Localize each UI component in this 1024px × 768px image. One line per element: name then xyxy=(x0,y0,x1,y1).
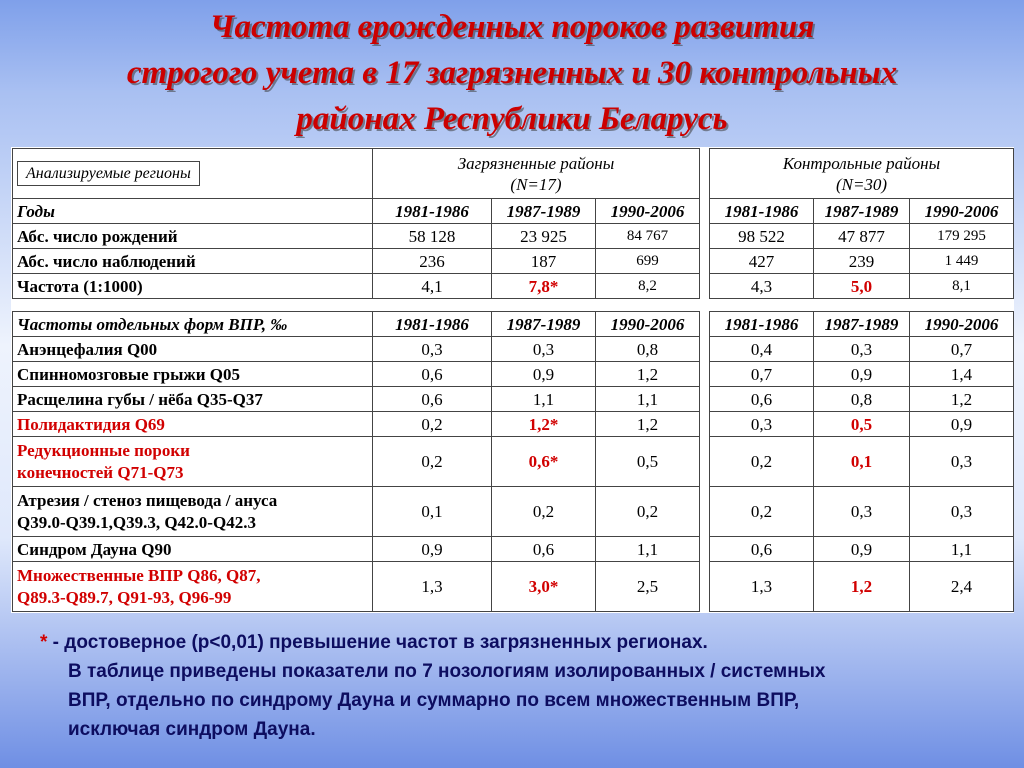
table-cell-significant: 0,6* xyxy=(492,437,596,487)
title-line-2: строгого учета в 17 загрязненных и 30 контрольных xyxy=(126,55,898,91)
row-label: Атрезия / стеноз пищевода / ануса Q39.0-Q39.1,Q39.3, Q42.0-Q42.3 xyxy=(13,487,373,537)
table-cell-highlight: 5,0 xyxy=(814,274,910,299)
table-cell: 0,7 xyxy=(910,337,1014,362)
table-cell: 0,9 xyxy=(814,362,910,387)
table-cell: 0,4 xyxy=(710,337,814,362)
table-cell: 1,1 xyxy=(492,387,596,412)
footnote-line-2: В таблице приведены показатели по 7 нозологиям изолированных / системных xyxy=(68,661,826,682)
row-label: Синдром Дауна Q90 xyxy=(13,537,373,562)
table-cell: 187 xyxy=(492,249,596,274)
table-cell: 0,7 xyxy=(710,362,814,387)
table-cell: 1,1 xyxy=(910,537,1014,562)
summary-table xyxy=(12,148,1014,299)
table-cell: 0,2 xyxy=(373,437,492,487)
control-header xyxy=(710,149,1014,199)
table-cell-highlight: 0,5 xyxy=(814,412,910,437)
table-cell: 0,3 xyxy=(910,487,1014,537)
polluted-year: 1990-2006 xyxy=(596,312,700,337)
table-cell-highlight: 1,2 xyxy=(814,562,910,612)
table-cell: 84 767 xyxy=(596,224,700,249)
table-cell: 699 xyxy=(596,249,700,274)
table-cell-significant: 1,2* xyxy=(492,412,596,437)
table-row xyxy=(13,412,1014,437)
table-cell: 0,3 xyxy=(492,337,596,362)
table-cell: 0,1 xyxy=(373,487,492,537)
row-label: Абс. число наблюдений xyxy=(13,249,373,274)
table-cell: 1,2 xyxy=(910,387,1014,412)
table-cell: 1,3 xyxy=(710,562,814,612)
table-cell: 0,9 xyxy=(373,537,492,562)
table-cell: 179 295 xyxy=(910,224,1014,249)
table-cell: 236 xyxy=(373,249,492,274)
row-label: Расщелина губы / нёба Q35-Q37 xyxy=(13,387,373,412)
table-cell: 1,3 xyxy=(373,562,492,612)
table-row xyxy=(13,562,1014,612)
table-cell: 47 877 xyxy=(814,224,910,249)
table-cell: 0,3 xyxy=(910,437,1014,487)
row-label-highlight: Множественные ВПР Q86, Q87, Q89.3-Q89.7, Q91-93, Q96-99 xyxy=(13,562,373,612)
control-year: 1981-1986 xyxy=(710,199,814,224)
polluted-year: 1981-1986 xyxy=(373,312,492,337)
polluted-title: Загрязненные районы xyxy=(457,153,615,173)
row-label: Абс. число рождений xyxy=(13,224,373,249)
table-cell: 0,6 xyxy=(492,537,596,562)
table-cell: 239 xyxy=(814,249,910,274)
table-cell: 0,3 xyxy=(373,337,492,362)
row-label-highlight: Редукционные пороки конечностей Q71-Q73 xyxy=(13,437,373,487)
table-cell: 0,6 xyxy=(373,362,492,387)
forms-header-row xyxy=(13,312,1014,337)
years-row xyxy=(13,199,1014,224)
polluted-year: 1987-1989 xyxy=(492,312,596,337)
table-cell: 0,2 xyxy=(710,437,814,487)
table-row xyxy=(13,487,1014,537)
table-row xyxy=(13,387,1014,412)
polluted-header xyxy=(373,149,700,199)
table-cell: 427 xyxy=(710,249,814,274)
table-cell: 0,8 xyxy=(596,337,700,362)
polluted-year: 1990-2006 xyxy=(596,199,700,224)
table-cell: 4,3 xyxy=(710,274,814,299)
table-cell: 0,3 xyxy=(814,337,910,362)
polluted-year: 1987-1989 xyxy=(492,199,596,224)
table-cell: 0,9 xyxy=(492,362,596,387)
table-cell: 0,3 xyxy=(710,412,814,437)
region-label: Анализируемые регионы xyxy=(17,161,200,186)
table-cell: 0,9 xyxy=(814,537,910,562)
table-cell: 1,1 xyxy=(596,537,700,562)
control-n: (N=30) xyxy=(835,174,888,194)
control-year: 1987-1989 xyxy=(814,199,910,224)
row-label: Частота (1:1000) xyxy=(13,274,373,299)
footnote xyxy=(40,628,1010,744)
table-cell: 0,9 xyxy=(910,412,1014,437)
row-label: Спинномозговые грыжи Q05 xyxy=(13,362,373,387)
table-row xyxy=(13,537,1014,562)
polluted-year: 1981-1986 xyxy=(373,199,492,224)
table-row xyxy=(13,337,1014,362)
table-cell: 8,1 xyxy=(910,274,1014,299)
row-label-highlight: Полидактидия Q69 xyxy=(13,412,373,437)
title-line-1: Частота врожденных пороков развития xyxy=(209,9,815,45)
table-row xyxy=(13,249,1014,274)
table-row xyxy=(13,274,1014,299)
table-cell-significant: 3,0* xyxy=(492,562,596,612)
table-cell: 0,2 xyxy=(710,487,814,537)
table-cell: 0,5 xyxy=(596,437,700,487)
region-header-cell xyxy=(13,149,373,199)
table-sheet xyxy=(11,147,1014,613)
control-title: Контрольные районы xyxy=(782,153,941,173)
significance-star: * xyxy=(40,632,48,653)
table-cell-significant: 7,8* xyxy=(492,274,596,299)
forms-label: Частоты отдельных форм ВПР, ‰ xyxy=(13,312,373,337)
table-cell: 0,6 xyxy=(710,537,814,562)
table-cell: 1,4 xyxy=(910,362,1014,387)
table-cell: 98 522 xyxy=(710,224,814,249)
table-cell: 0,2 xyxy=(373,412,492,437)
table-row xyxy=(13,437,1014,487)
table-cell-highlight: 0,1 xyxy=(814,437,910,487)
table-cell: 2,5 xyxy=(596,562,700,612)
footnote-line-1: * - достоверное (р<0,01) превышение частот в загрязненных регионах. xyxy=(40,632,708,653)
years-label: Годы xyxy=(13,199,373,224)
control-year: 1990-2006 xyxy=(910,199,1014,224)
polluted-n: (N=17) xyxy=(510,174,562,194)
control-year: 1990-2006 xyxy=(910,312,1014,337)
column-gap xyxy=(700,149,710,199)
table-cell: 0,6 xyxy=(710,387,814,412)
table-cell: 0,3 xyxy=(814,487,910,537)
table-cell: 0,8 xyxy=(814,387,910,412)
table-cell: 58 128 xyxy=(373,224,492,249)
table-row xyxy=(13,224,1014,249)
table-cell: 1,2 xyxy=(596,412,700,437)
control-year: 1981-1986 xyxy=(710,312,814,337)
table-cell: 1,2 xyxy=(596,362,700,387)
slide-title xyxy=(0,4,1024,142)
control-year: 1987-1989 xyxy=(814,312,910,337)
footnote-line-4: исключая синдром Дауна. xyxy=(68,719,316,740)
table-cell: 0,6 xyxy=(373,387,492,412)
title-line-3: районах Республики Беларусь xyxy=(296,101,728,137)
table-cell: 4,1 xyxy=(373,274,492,299)
table-cell: 1 449 xyxy=(910,249,1014,274)
table-cell: 23 925 xyxy=(492,224,596,249)
table-cell: 0,2 xyxy=(492,487,596,537)
row-label: Анэнцефалия Q00 xyxy=(13,337,373,362)
footnote-line-3: ВПР, отдельно по синдрому Дауна и суммарно по всем множественным ВПР, xyxy=(68,690,800,711)
forms-table xyxy=(12,311,1014,612)
table-cell: 1,1 xyxy=(596,387,700,412)
table-cell: 0,2 xyxy=(596,487,700,537)
table-cell: 8,2 xyxy=(596,274,700,299)
table-row xyxy=(13,362,1014,387)
table-cell: 2,4 xyxy=(910,562,1014,612)
